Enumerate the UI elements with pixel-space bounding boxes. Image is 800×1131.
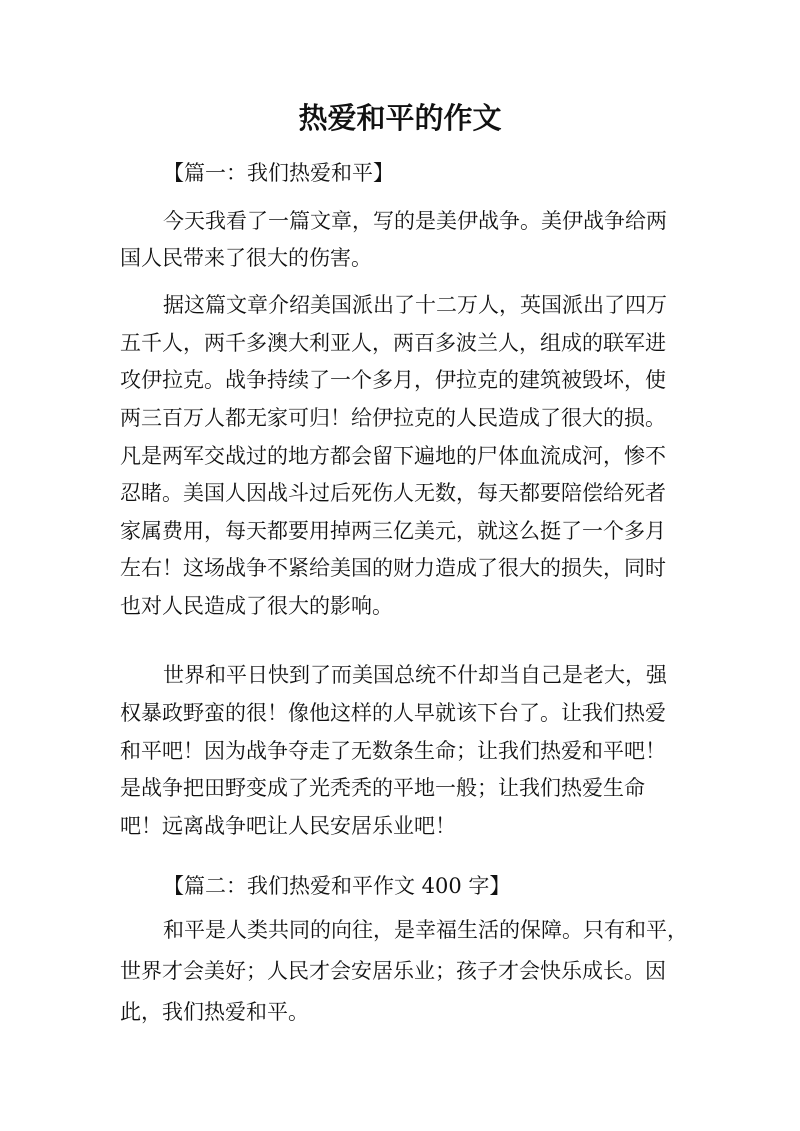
- paragraph-line: 吧！远离战争吧让人民安居乐业吧！: [120, 814, 456, 838]
- paragraph-line: 攻伊拉克。战争持续了一个多月，伊拉克的建筑被毁坏，使: [120, 368, 666, 392]
- paragraph-line: 和平是人类共同的向往，是幸福生活的保障。只有和平，: [163, 918, 688, 942]
- paragraph-line: 此，我们热爱和平。: [120, 1000, 309, 1024]
- paragraph-line: 忍睹。美国人因战斗过后死伤人无数，每天都要陪偿给死者: [120, 481, 666, 505]
- paragraph-line: 今天我看了一篇文章，写的是美伊战争。美伊战争给两: [163, 209, 667, 233]
- section-heading: 【篇一：我们热爱和平】: [163, 161, 394, 185]
- paragraph-line: 左右！这场战争不紧给美国的财力造成了很大的损失，同时: [120, 556, 666, 580]
- paragraph-line: 两三百万人都无家可归！给伊拉克的人民造成了很大的损。: [120, 406, 666, 430]
- section-heading: 【篇二：我们热爱和平作文 400 字】: [163, 874, 511, 898]
- paragraph-line: 凡是两军交战过的地方都会留下遍地的尸体血流成河，惨不: [120, 444, 666, 468]
- paragraph-line: 也对人民造成了很大的影响。: [120, 594, 393, 618]
- paragraph-line: 世界和平日快到了而美国总统不什却当自己是老大，强: [163, 663, 667, 687]
- paragraph-line: 和平吧！因为战争夺走了无数条生命；让我们热爱和平吧！: [120, 739, 666, 763]
- paragraph-line: 五千人，两千多澳大利亚人，两百多波兰人，组成的联军进: [120, 331, 666, 355]
- paragraph-line: 权暴政野蛮的很！像他这样的人早就该下台了。让我们热爱: [120, 701, 666, 725]
- document-title: 热爱和平的作文: [298, 101, 502, 135]
- paragraph-line: 世界才会美好；人民才会安居乐业；孩子才会快乐成长。因: [120, 959, 666, 983]
- paragraph-line: 家属费用，每天都要用掉两三亿美元，就这么挺了一个多月: [120, 519, 666, 543]
- paragraph-line: 据这篇文章介绍美国派出了十二万人，英国派出了四万: [163, 293, 667, 317]
- paragraph-line: 国人民带来了很大的伤害。: [120, 246, 372, 270]
- paragraph-line: 是战争把田野变成了光秃秃的平地一般；让我们热爱生命: [120, 776, 645, 800]
